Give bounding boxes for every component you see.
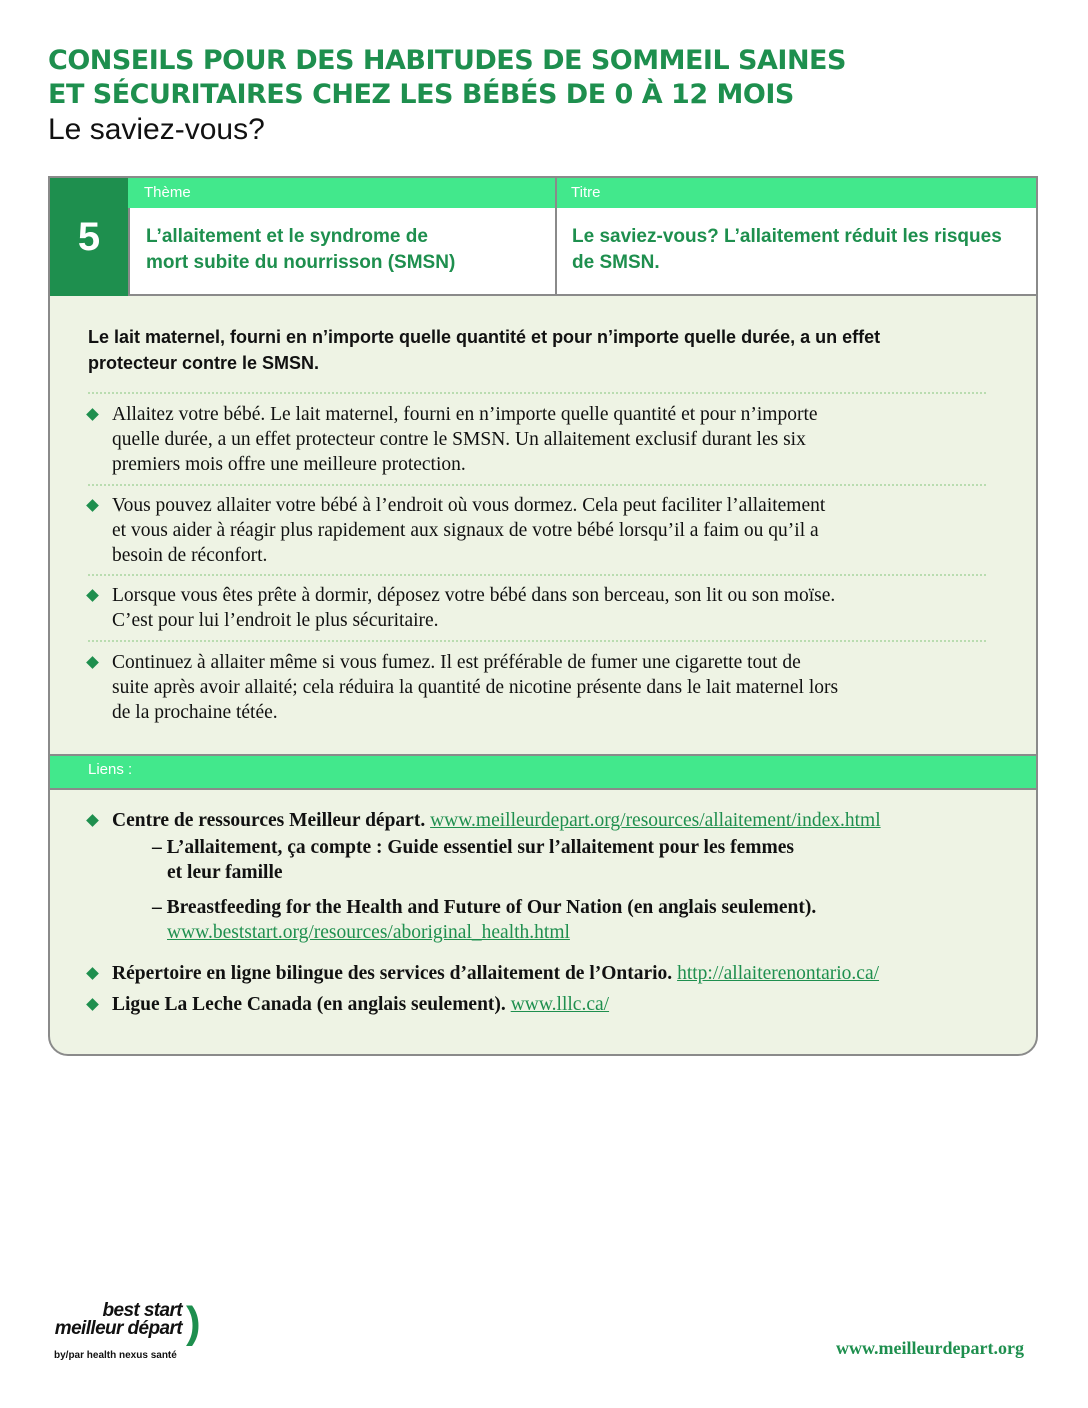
bullet-3 (88, 583, 978, 633)
theme-value-line2: mort subite du nourrisson (SMSN) (146, 252, 456, 273)
footer-url[interactable]: www.meilleurdepart.org (836, 1338, 1024, 1358)
link-lllc[interactable]: www.lllc.ca/ (510, 994, 610, 1015)
logo-line1: best start (102, 1300, 182, 1321)
dotted-divider (88, 484, 986, 486)
link-item-1-text: Centre de ressources Meilleur départ. (112, 810, 426, 831)
bullet-1-line1: Allaitez votre bébé. Le lait maternel, fourni en n’importe quelle quantité et pour n’importe (112, 404, 818, 425)
bullet-1 (88, 402, 978, 477)
theme-value (146, 224, 455, 276)
bullet-3-line1: Lorsque vous êtes prête à dormir, déposez votre bébé dans son berceau, son lit ou son moïse. (112, 585, 836, 606)
bullet-1-line3: premiers mois offre une meilleure protection. (112, 454, 466, 475)
links-list (88, 808, 1028, 1017)
lead-line2: protecteur contre le SMSN. (88, 353, 320, 373)
lead-line1: Le lait maternel, fourni en n’importe quelle quantité et pour n’importe quelle durée, a un effet (88, 327, 881, 347)
link-item-2-text: Répertoire en ligne bilingue des services d’allaitement de l’Ontario. (112, 963, 673, 984)
diamond-bullet-icon (86, 499, 99, 512)
diamond-bullet-icon (86, 814, 99, 827)
tip-card (48, 176, 1038, 1056)
lead-statement (88, 324, 968, 376)
dotted-divider (88, 574, 986, 576)
page-title-line1: CONSEILS POUR DES HABITUDES DE SOMMEIL SAINES (48, 45, 846, 76)
dotted-divider (88, 640, 986, 642)
page-header (48, 44, 1048, 148)
bullet-2 (88, 493, 978, 568)
dotted-divider (88, 392, 986, 394)
diamond-bullet-icon (86, 998, 99, 1011)
diamond-bullet-icon (86, 589, 99, 602)
page-title-line2: ET SÉCURITAIRES CHEZ LES BÉBÉS DE 0 À 12 MOIS (48, 79, 794, 110)
bullet-2-line2: et vous aider à réagir plus rapidement aux signaux de votre bébé lorsqu’il a faim ou qu’il a (112, 520, 819, 541)
title-value (572, 224, 1002, 276)
column-divider (555, 178, 557, 296)
link-meilleurdepart-allaitement[interactable]: www.meilleurdepart.org/resources/allaitement/index.html (430, 810, 881, 831)
title-label: Titre (571, 184, 601, 201)
link-item-3 (88, 992, 1028, 1017)
sub-item-1 (152, 835, 1028, 885)
bullet-4 (88, 650, 978, 725)
table-header (128, 178, 1036, 208)
link-item-3-text: Ligue La Leche Canada (en anglais seulement). (112, 994, 506, 1015)
link-beststart-aboriginal[interactable]: www.beststart.org/resources/aboriginal_health.html (167, 922, 570, 943)
links-label: Liens : (88, 761, 133, 778)
diamond-bullet-icon (86, 967, 99, 980)
bullet-4-line3: de la prochaine tétée. (112, 702, 278, 723)
theme-value-line1: L’allaitement et le syndrome de (146, 226, 428, 247)
sub-item-1-line2: et leur famille (167, 862, 283, 883)
page-subtitle: Le saviez-vous? (48, 113, 265, 146)
bullet-2-line1: Vous pouvez allaiter votre bébé à l’endroit où vous dormez. Cela peut faciliter l’allaitement (112, 495, 826, 516)
tip-number: 5 (50, 178, 128, 296)
logo-parenthesis-icon: ) (186, 1298, 201, 1347)
title-value-line2: de SMSN. (572, 252, 660, 273)
sub-item-1-line1: – L’allaitement, ça compte : Guide essentiel sur l’allaitement pour les femmes (152, 837, 794, 858)
bullet-4-line2: suite après avoir allaité; cela réduira la quantité de nicotine présente dans le lait maternel lors (112, 677, 839, 698)
sub-item-2 (152, 895, 1028, 945)
logo-line2: meilleur départ (54, 1318, 182, 1339)
table-body (128, 208, 1036, 296)
diamond-bullet-icon (86, 656, 99, 669)
bullet-3-line2: C’est pour lui l’endroit le plus sécuritaire. (112, 610, 439, 631)
link-allaiterenontario[interactable]: http://allaiterenontario.ca/ (677, 963, 880, 984)
bullet-1-line2: quelle durée, a un effet protecteur contre le SMSN. Un allaitement exclusif durant les six (112, 429, 806, 450)
best-start-logo (54, 1298, 204, 1361)
bullet-2-line3: besoin de réconfort. (112, 545, 268, 566)
logo-line3: by/par health nexus santé (54, 1350, 177, 1361)
bullet-4-line1: Continuez à allaiter même si vous fumez. Il est préférable de fumer une cigarette tout de (112, 652, 801, 673)
sub-item-2-line1: – Breastfeeding for the Health and Future of Our Nation (en anglais seulement). (152, 897, 817, 918)
diamond-bullet-icon (86, 408, 99, 421)
links-band (50, 754, 1036, 790)
link-item-2 (88, 961, 1028, 986)
theme-label: Thème (144, 184, 191, 201)
title-value-line1: Le saviez-vous? L’allaitement réduit les risques (572, 226, 1002, 247)
link-item-1 (88, 808, 1028, 833)
